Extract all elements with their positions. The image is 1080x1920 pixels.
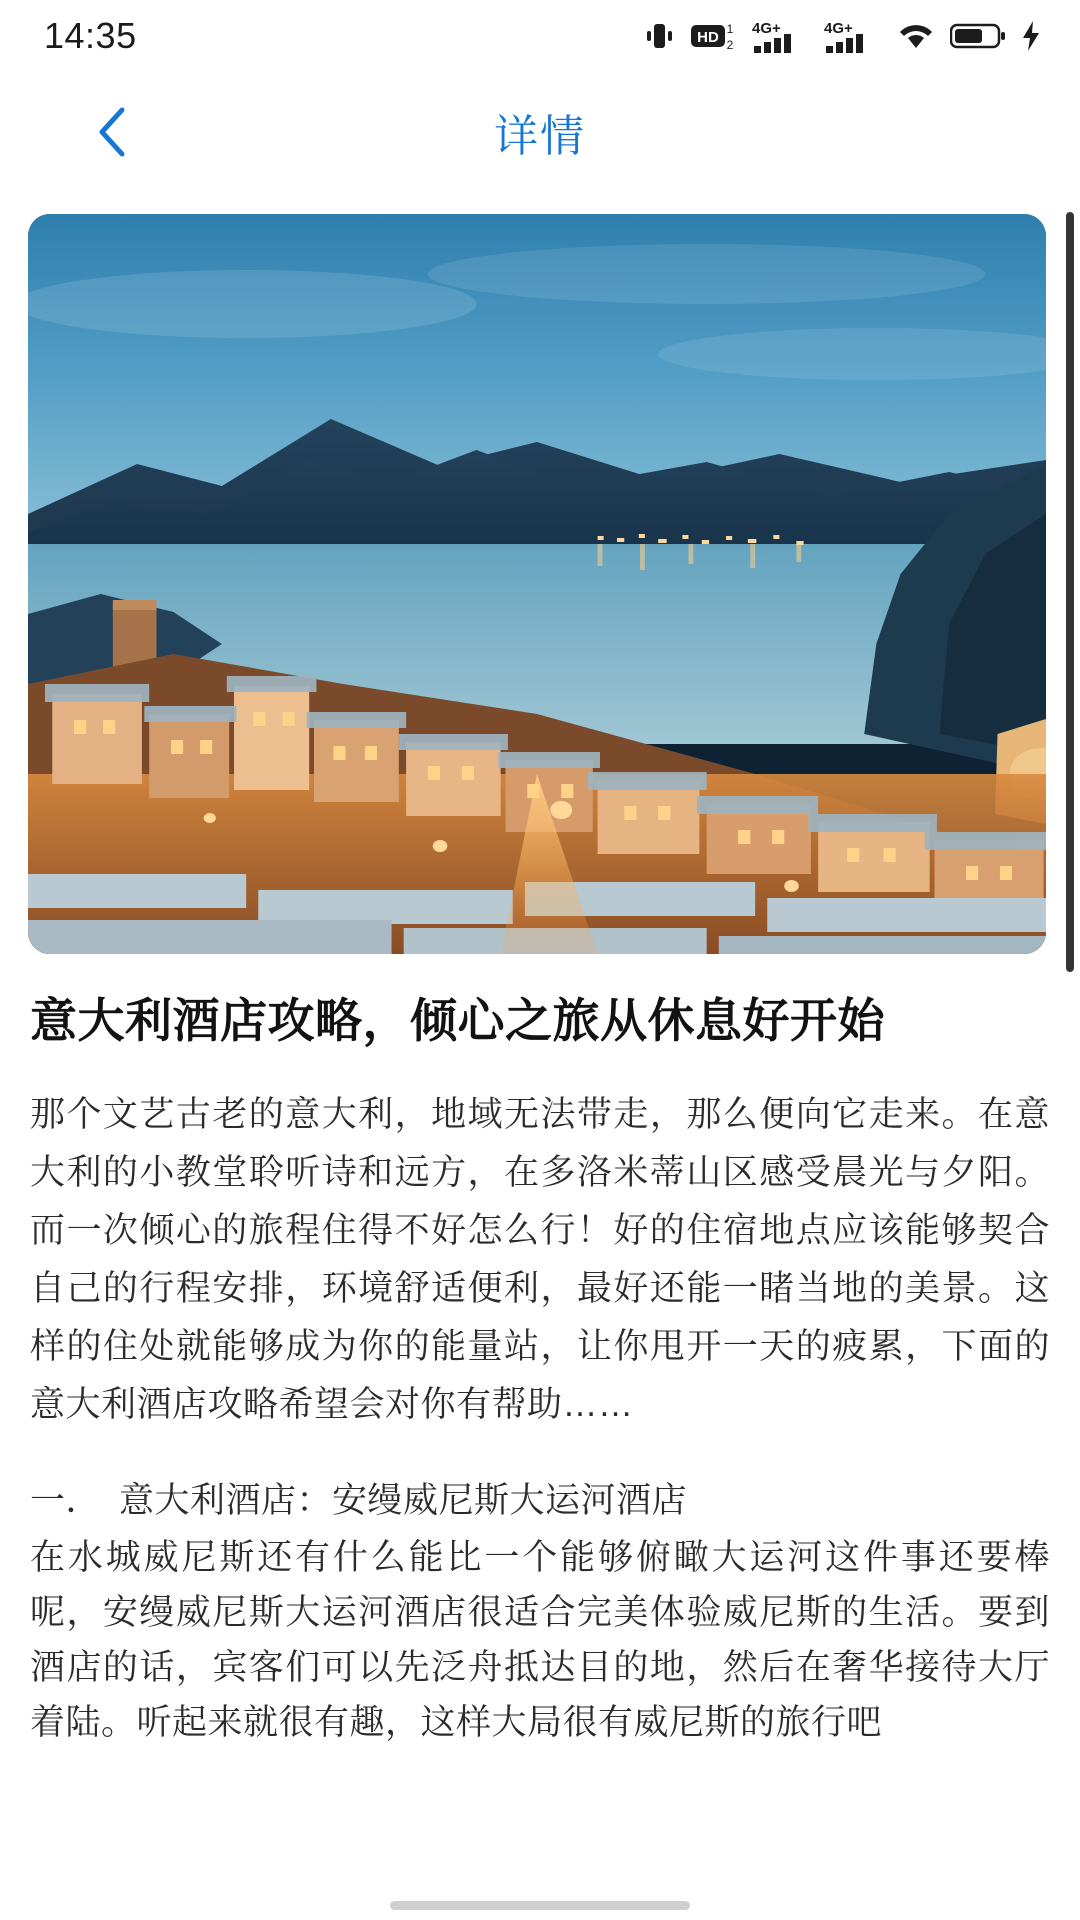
svg-text:1: 1	[726, 22, 734, 36]
home-indicator	[390, 1901, 690, 1910]
status-bar	[0, 0, 1080, 72]
page-scrollbar[interactable]	[1066, 212, 1074, 972]
title-bar	[0, 72, 1080, 192]
article-intro-paragraph: 那个文艺古老的意大利，地域无法带走，那么便向它走来。在意大利的小教堂聆听诗和远方，在多洛米蒂山区感受晨光与夕阳。而一次倾心的旅程住得不好怎么行！好的住宿地点应该能够契合自己的行程安排，环境舒适便利，最好还能一睹当地的美景。这样的住处就能够成为你的能量站，让你甩开一天的疲累，下面的意大利酒店攻略希望会对你有帮助……	[30, 1095, 1050, 1424]
article-title: 意大利酒店攻略，倾心之旅从休息好开始	[30, 994, 885, 1047]
signal-4g-plus-one-icon	[752, 18, 810, 54]
chevron-left-icon	[94, 104, 134, 160]
status-icons	[642, 18, 1042, 54]
article-section-paragraph: 在水城威尼斯还有什么能比一个能够俯瞰大运河这件事还要棒呢，安缦威尼斯大运河酒店很适合完美体验威尼斯的生活。要到酒店的话，宾客们可以先泛舟抵达目的地，然后在奢华接待大厅着陆。听起来就很有趣，这样大局很有威尼斯的旅行吧	[30, 1538, 1050, 1742]
battery-icon	[950, 21, 1006, 51]
svg-text:4G+: 4G+	[752, 20, 781, 37]
hd-voice-icon	[690, 19, 738, 53]
back-button[interactable]	[86, 104, 142, 160]
svg-text:4G+: 4G+	[824, 20, 853, 37]
article-section-heading: 一． 意大利酒店：安缦威尼斯大运河酒店	[30, 1481, 688, 1520]
charging-bolt-icon	[1020, 20, 1042, 52]
status-time: 14:35	[44, 15, 137, 56]
svg-text:2: 2	[726, 38, 734, 52]
wifi-icon	[896, 19, 936, 53]
signal-4g-plus-two-icon	[824, 18, 882, 54]
article-hero-image[interactable]	[28, 214, 1046, 954]
article-scroll-area[interactable]	[0, 192, 1080, 1920]
coastal-town-dusk-illustration	[28, 214, 1046, 954]
page-title: 详情	[494, 112, 586, 161]
vibrate-icon	[642, 19, 676, 53]
svg-text:HD: HD	[697, 29, 719, 46]
